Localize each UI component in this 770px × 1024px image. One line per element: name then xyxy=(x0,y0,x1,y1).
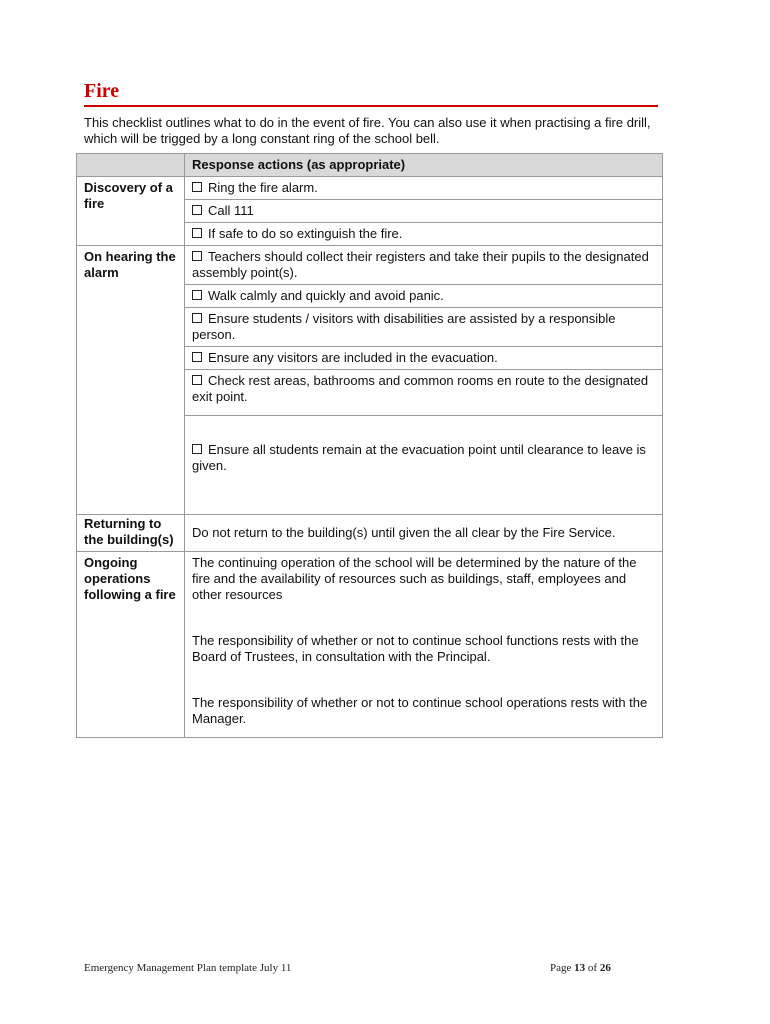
footer-page-number: Page 13 of 26 xyxy=(550,962,611,974)
ongoing-paragraph: The responsibility of whether or not to continue school functions rests with the Board of Trustees, in consultation with the Principal. xyxy=(192,633,639,664)
checklist-item: Ring the fire alarm. xyxy=(185,177,663,200)
checkbox-icon[interactable] xyxy=(192,228,202,238)
checklist-item: Ensure any visitors are included in the evacuation. xyxy=(185,347,663,370)
table-row xyxy=(77,552,663,738)
ongoing-paragraph: The responsibility of whether or not to continue school operations rests with the Manager. xyxy=(192,695,648,726)
checklist-item: Call 111 xyxy=(185,200,663,223)
header-col1 xyxy=(77,154,185,177)
page-title: Fire xyxy=(84,80,658,107)
checkbox-icon[interactable] xyxy=(192,444,202,454)
section-label-returning: Returning to the building(s) xyxy=(77,515,185,552)
section-label-ongoing: Ongoing operations following a fire xyxy=(77,552,185,738)
checkbox-icon[interactable] xyxy=(192,375,202,385)
checkbox-icon[interactable] xyxy=(192,182,202,192)
table-row xyxy=(77,515,663,552)
checklist-item: Ensure students / visitors with disabilities are assisted by a responsible person. xyxy=(185,308,663,347)
ongoing-content xyxy=(185,552,663,738)
fire-checklist-table xyxy=(76,153,663,738)
footer-document-title: Emergency Management Plan template July 11 xyxy=(84,962,292,974)
ongoing-paragraph: The continuing operation of the school will be determined by the nature of the fire and the availability of resources such as buildings, staff, employees and other resources xyxy=(192,555,637,602)
section-label-alarm: On hearing the alarm xyxy=(77,246,185,515)
checkbox-icon[interactable] xyxy=(192,290,202,300)
checkbox-icon[interactable] xyxy=(192,352,202,362)
checkbox-icon[interactable] xyxy=(192,251,202,261)
checklist-item: Teachers should collect their registers and take their pupils to the designated assembly point(s). xyxy=(185,246,663,285)
checklist-item: If safe to do so extinguish the fire. xyxy=(185,223,663,246)
returning-text: Do not return to the building(s) until given the all clear by the Fire Service. xyxy=(185,515,663,552)
section-label-discovery: Discovery of a fire xyxy=(77,177,185,246)
checklist-item: Walk calmly and quickly and avoid panic. xyxy=(185,285,663,308)
checklist-item: Ensure all students remain at the evacuation point until clearance to leave is given. xyxy=(185,416,663,515)
table-header-row xyxy=(77,154,663,177)
table-row xyxy=(77,246,663,285)
intro-paragraph: This checklist outlines what to do in the event of fire. You can also use it when practising a fire drill, which will be trigged by a long constant ring of the school bell. xyxy=(84,115,651,146)
table-row xyxy=(77,177,663,200)
checkbox-icon[interactable] xyxy=(192,205,202,215)
checklist-item: Check rest areas, bathrooms and common rooms en route to the designated exit point. xyxy=(185,370,663,416)
header-col2: Response actions (as appropriate) xyxy=(185,154,663,177)
checkbox-icon[interactable] xyxy=(192,313,202,323)
